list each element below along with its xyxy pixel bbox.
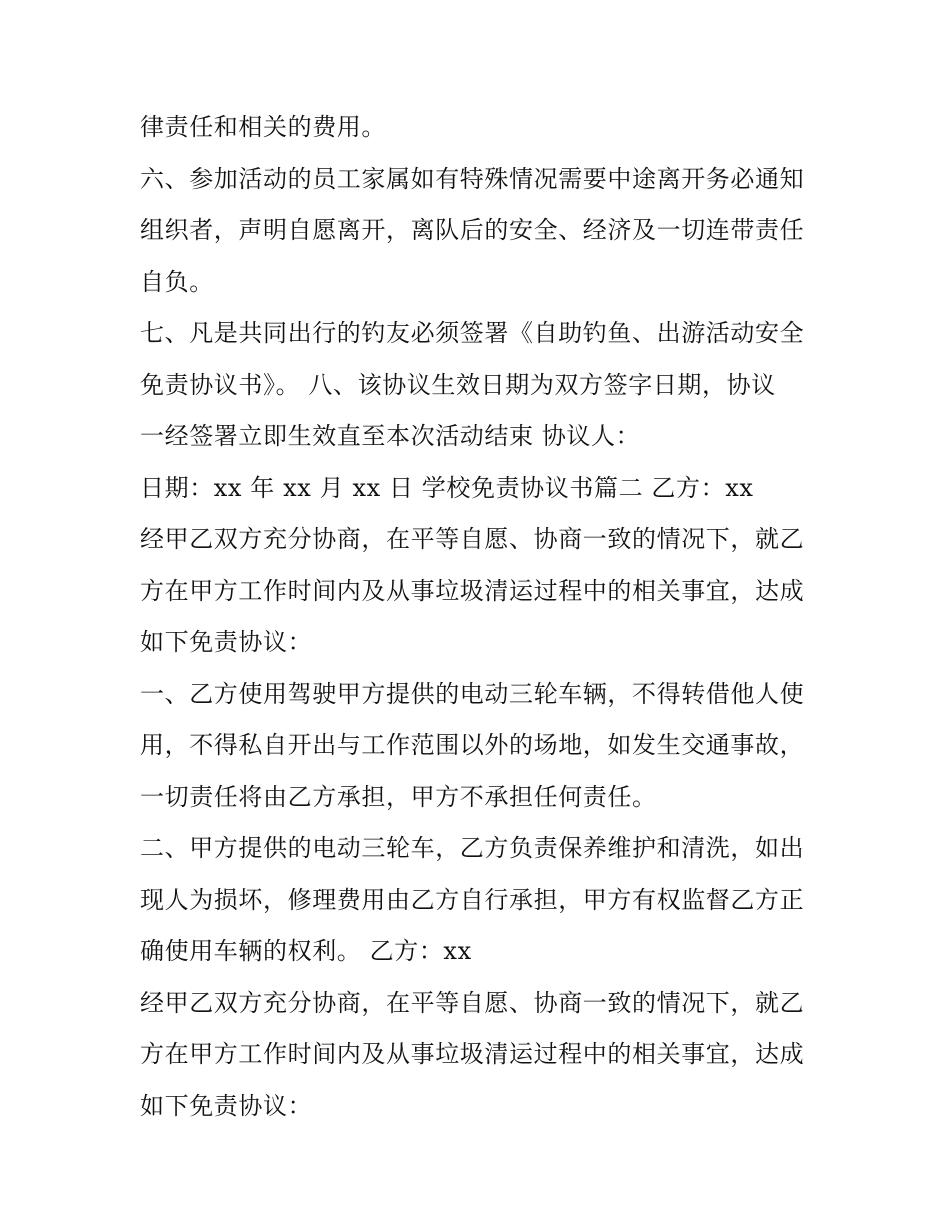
text-line: 六、参加活动的员工家属如有特殊情况需要中途离开务必通知 [140,164,805,193]
text-line: 一经签署立即生效直至本次活动结束 协议人： [140,422,641,450]
text-line: 自负。 [140,267,214,296]
text-line: 组织者，声明自愿离开，离队后的安全、经济及一切连带责任 [140,216,805,244]
text-line: 免责协议书》。 八、该协议生效日期为双方签字日期，协议 [140,370,776,399]
text-line: 方在甲方工作时间内及从事垃圾清运过程中的相关事宜，达成 [140,576,805,605]
text-line: 律责任和相关的费用。 [140,113,386,141]
text-line: 确使用车辆的权利。 乙方：xx [140,937,472,965]
text-line: 日期：xx 年 xx 月 xx 日 学校免责协议书篇二 乙方：xx [140,473,754,502]
text-line: 经甲乙双方充分协商，在平等自愿、协商一致的情况下，就乙 [140,988,805,1017]
text-line: 七、凡是共同出行的钓友必须签署《自助钓鱼、出游活动安全 [140,319,805,347]
text-line: 一切责任将由乙方承担，甲方不承担任何责任。 [140,782,657,811]
text-line: 现人为损坏，修理费用由乙方自行承担，甲方有权监督乙方正 [140,885,805,914]
text-line: 方在甲方工作时间内及从事垃圾清运过程中的相关事宜，达成 [140,1040,805,1068]
document-body [140,102,820,1132]
text-line: 如下免责协议： [140,1091,313,1120]
text-line: 如下免责协议： [140,628,313,656]
text-line: 经甲乙双方充分协商，在平等自愿、协商一致的情况下，就乙 [140,525,805,553]
text-line: 用，不得私自开出与工作范围以外的场地，如发生交通事故， [140,731,805,759]
text-line: 一、乙方使用驾驶甲方提供的电动三轮车辆，不得转借他人使 [140,679,805,708]
text-line: 二、甲方提供的电动三轮车，乙方负责保养维护和清洗，如出 [140,834,805,862]
